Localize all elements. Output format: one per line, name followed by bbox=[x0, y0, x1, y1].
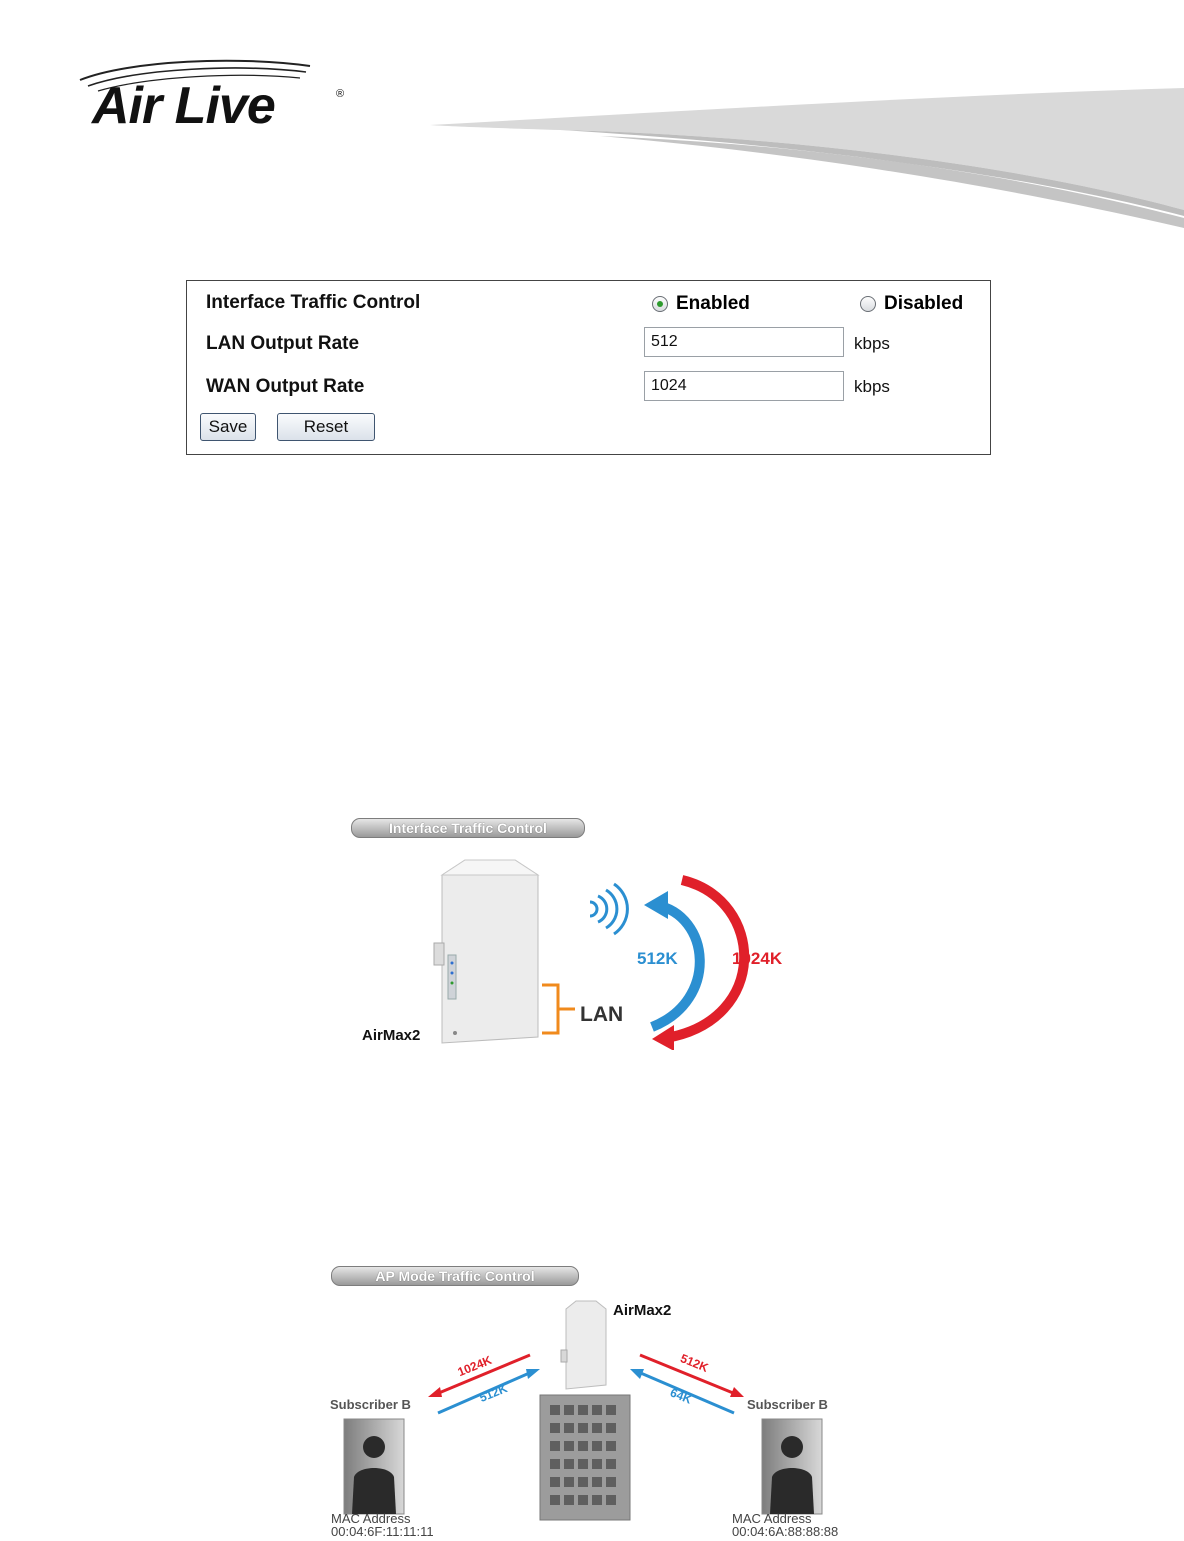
airlive-logo-text: Air Live bbox=[92, 77, 275, 135]
disabled-option[interactable] bbox=[860, 293, 963, 315]
building-image bbox=[540, 1395, 630, 1520]
diagram2-header-pill: AP Mode Traffic Control bbox=[331, 1266, 579, 1286]
enabled-label: Enabled bbox=[676, 293, 750, 314]
wireless-signal-icon bbox=[590, 884, 627, 934]
enabled-radio[interactable] bbox=[652, 296, 668, 312]
right-rate-blue-label: 64K bbox=[668, 1385, 694, 1407]
right-mac-address-label: MAC Address bbox=[732, 1511, 812, 1526]
wan-output-rate-input[interactable] bbox=[644, 371, 844, 401]
left-subscriber-label: Subscriber B bbox=[330, 1397, 411, 1412]
right-subscriber-label: Subscriber B bbox=[747, 1397, 828, 1412]
save-button[interactable]: Save bbox=[200, 413, 256, 441]
registered-mark: ® bbox=[336, 88, 345, 100]
left-rate-blue-label: 512K bbox=[477, 1381, 510, 1405]
right-mac-address-value: 00:04:6A:88:88:88 bbox=[732, 1524, 839, 1539]
left-subscriber-avatar bbox=[344, 1419, 404, 1514]
diagram1-header-pill: Interface Traffic Control bbox=[351, 818, 585, 838]
interface-traffic-control-label: Interface Traffic Control bbox=[206, 292, 421, 313]
right-rate-red-label: 512K bbox=[678, 1351, 711, 1375]
wan-output-rate-label: WAN Output Rate bbox=[206, 376, 365, 397]
rate-512k-label: 512K bbox=[637, 949, 678, 968]
disabled-label: Disabled bbox=[884, 293, 964, 314]
left-rate-red-label: 1024K bbox=[455, 1352, 494, 1380]
lan-output-rate-input[interactable] bbox=[644, 327, 844, 357]
traffic-control-settings-panel bbox=[186, 280, 991, 455]
left-mac-address-label: MAC Address bbox=[331, 1511, 411, 1526]
blue-arrow-head bbox=[644, 891, 668, 919]
airmax2-label-1: AirMax2 bbox=[362, 1027, 421, 1044]
airmax2-label-2: AirMax2 bbox=[613, 1302, 672, 1319]
right-subscriber-avatar bbox=[762, 1419, 822, 1514]
left-mac-address-value: 00:04:6F:11:11:11 bbox=[331, 1524, 434, 1539]
disabled-radio[interactable] bbox=[860, 296, 876, 312]
airmax2-small-device-image bbox=[561, 1301, 606, 1389]
enabled-option[interactable] bbox=[652, 293, 750, 315]
lan-output-rate-label: LAN Output Rate bbox=[206, 333, 360, 354]
lan-bracket bbox=[542, 985, 575, 1033]
wan-unit: kbps bbox=[854, 377, 890, 396]
reset-button[interactable]: Reset bbox=[277, 413, 375, 441]
lan-unit: kbps bbox=[854, 334, 890, 353]
lan-label: LAN bbox=[580, 1003, 624, 1026]
airmax2-device-image bbox=[434, 860, 538, 1043]
rate-1024k-label: 1024K bbox=[732, 949, 783, 968]
